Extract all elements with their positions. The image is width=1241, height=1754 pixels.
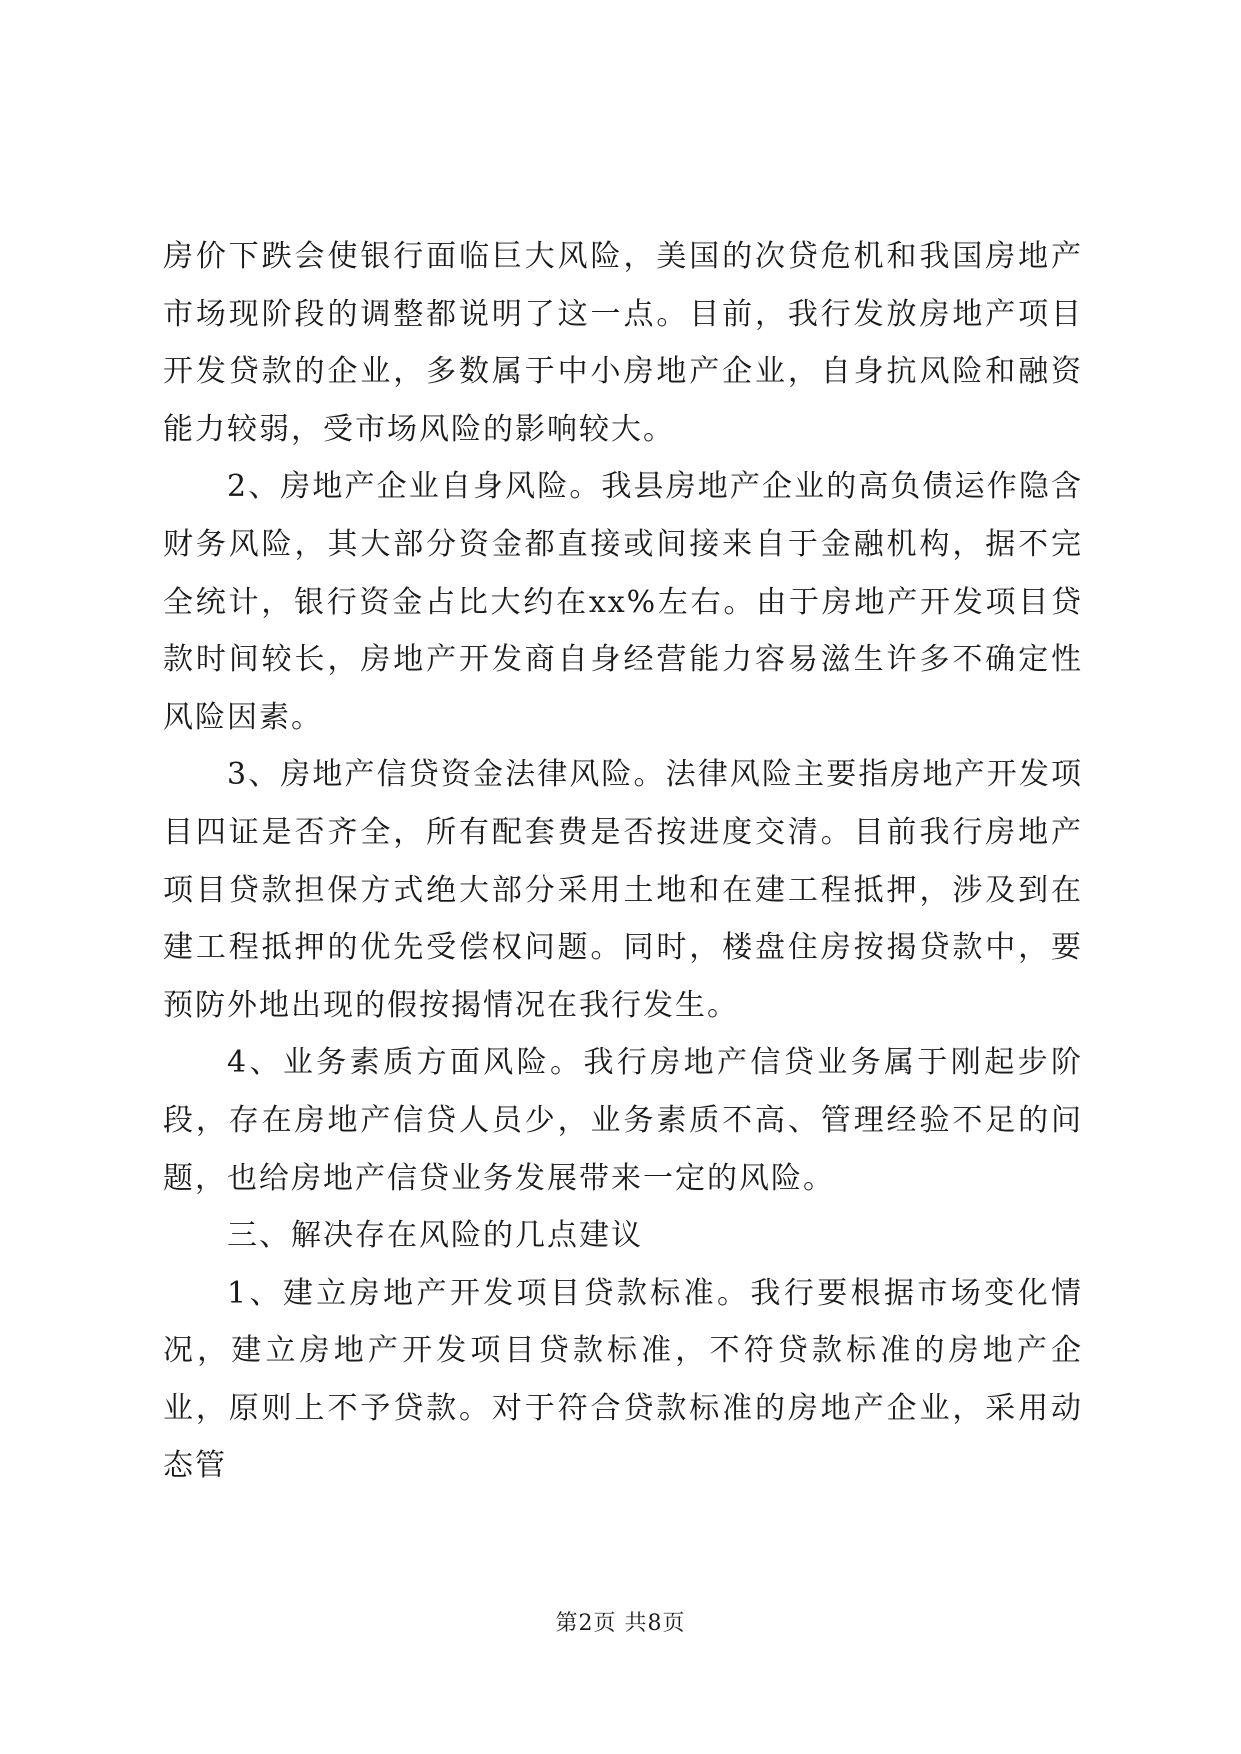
paragraph-continuation: 房价下跌会使银行面临巨大风险，美国的次贷危机和我国房地产市场现阶段的调整都说明了这一点。目前，我行发放房地产项目开发贷款的企业，多数属于中小房地产企业，自身抗风险和融资能力较弱，受市场风险的影响较大。: [163, 239, 1083, 447]
section-heading-suggestions: 三、解决存在风险的几点建议: [227, 1218, 643, 1254]
paragraph-loan-standard: 1、建立房地产开发项目贷款标准。我行要根据市场变化情况，建立房地产开发项目贷款标准，不符贷款标准的房地产企业，原则上不予贷款。对于符合贷款标准的房地产企业，采用动态管: [163, 1275, 1083, 1484]
paragraph-legal-risk: 3、房地产信贷资金法律风险。法律风险主要指房地产开发项目四证是否齐全，所有配套费是否按进度交清。目前我行房地产项目贷款担保方式绝大部分采用土地和在建工程抵押，涉及到在建工程抵押的优先受偿权问题。同时，楼盘住房按揭贷款中，要预防外地出现的假按揭情况在我行发生。: [163, 757, 1083, 1023]
page-number-footer: 第2页 共8页: [555, 1611, 686, 1636]
paragraph-staff-risk: 4、业务素质方面风险。我行房地产信贷业务属于刚起步阶段，存在房地产信贷人员少，业务素质不高、管理经验不足的问题，也给房地产信贷业务发展带来一定的风险。: [163, 1045, 1083, 1196]
paragraph-enterprise-risk: 2、房地产企业自身风险。我县房地产企业的高负债运作隐含财务风险，其大部分资金都直接或间接来自于金融机构，据不完全统计，银行资金占比大约在xx%左右。由于房地产开发项目贷款时间较长，房地产开发商自身经营能力容易滋生许多不确定性风险因素。: [163, 469, 1083, 735]
document-body: [163, 228, 1083, 1495]
